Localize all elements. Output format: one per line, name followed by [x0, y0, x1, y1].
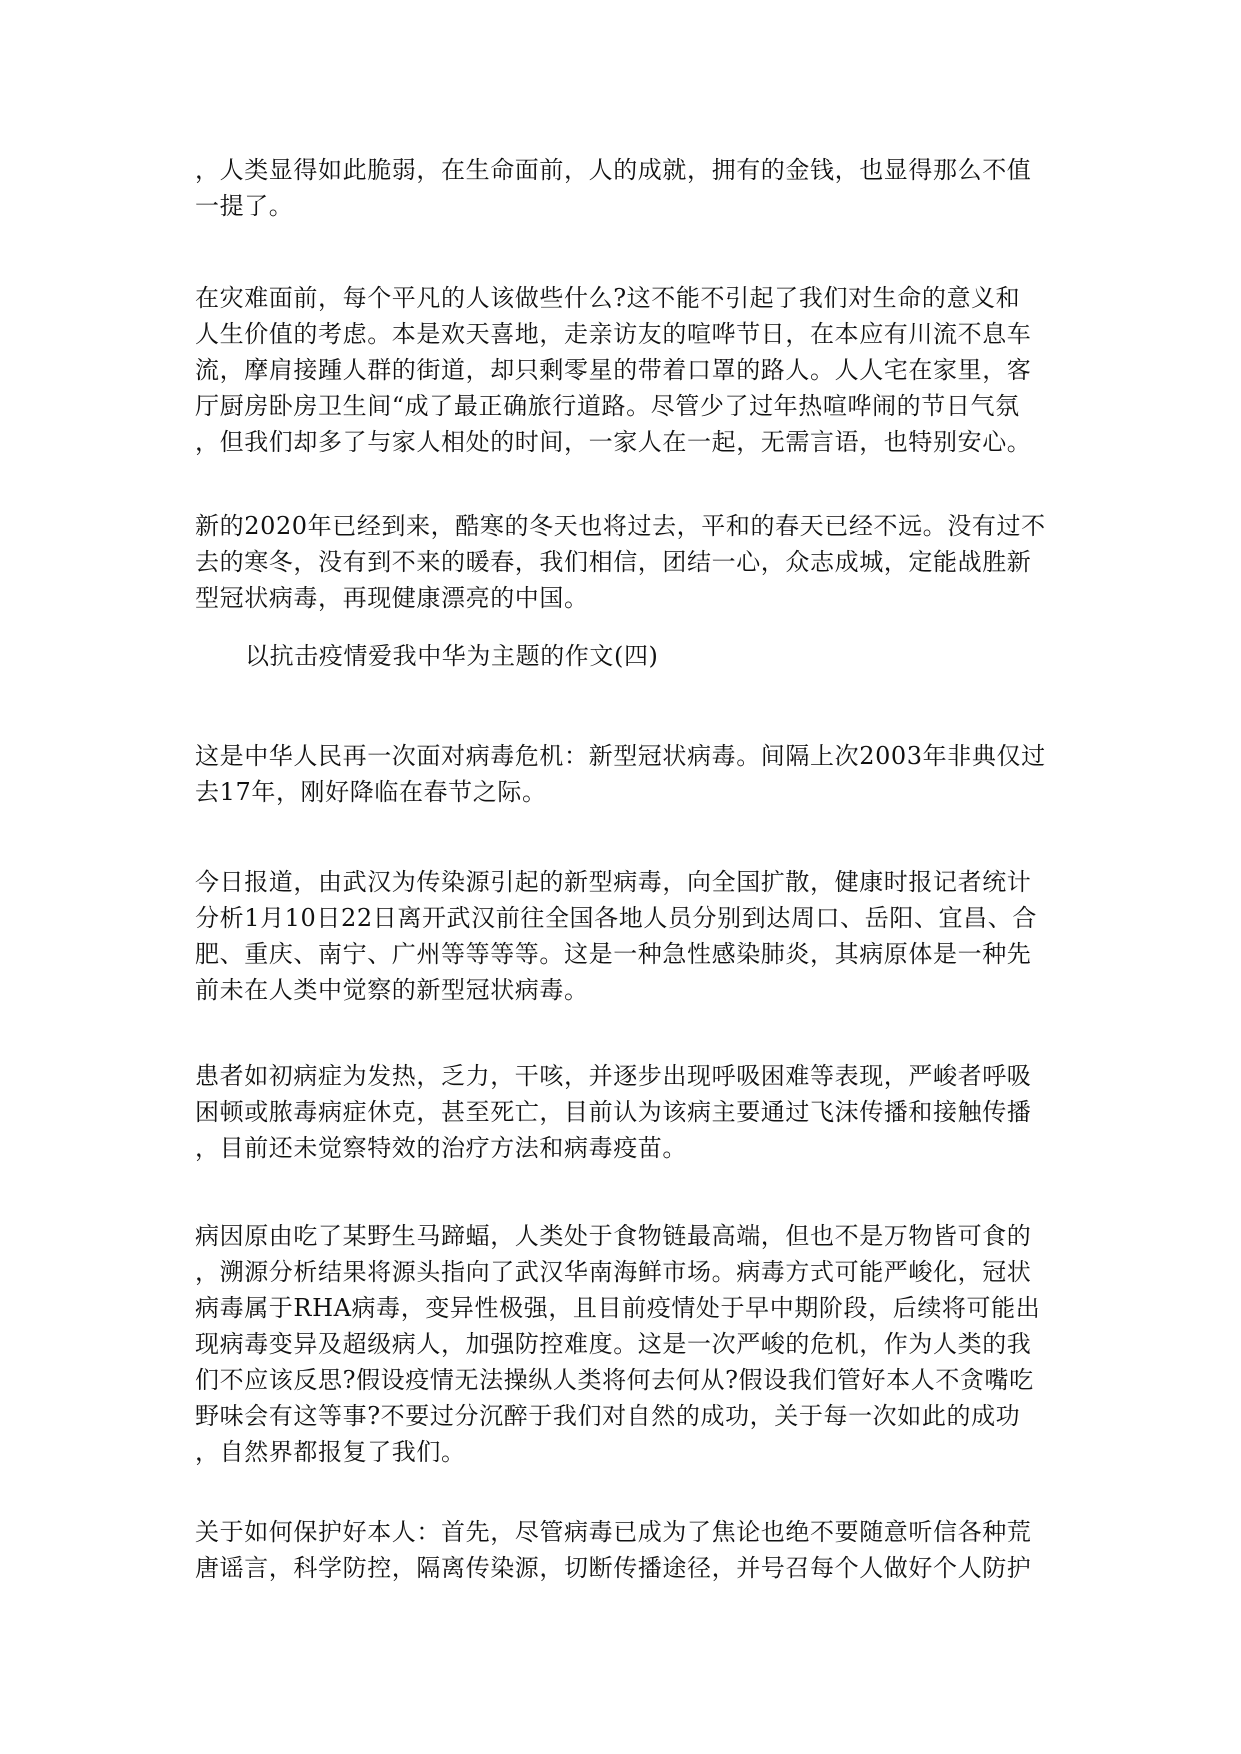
text-line: 去的寒冬，没有到不来的暖春，我们相信，团结一心，众志成城，定能战胜新: [195, 548, 1032, 576]
section-heading-text: 以抗击疫情爱我中华为主题的作文(四): [245, 642, 659, 670]
text-line: 唐谣言，科学防控，隔离传染源，切断传播途径，并号召每个人做好个人防护: [195, 1554, 1032, 1582]
text-line: 型冠状病毒，再现健康漂亮的中国。: [195, 584, 589, 612]
text-line: 新的2020年已经到来，酷寒的冬天也将过去，平和的春天已经不远。没有过不: [195, 512, 1046, 540]
text-line: 现病毒变异及超级病人，加强防控难度。这是一次严峻的危机，作为人类的我: [195, 1330, 1032, 1358]
text-line: 肥、重庆、南宁、广州等等等等。这是一种急性感染肺炎，其病原体是一种先: [195, 940, 1032, 968]
text-line: 分析1月10日22日离开武汉前往全国各地人员分别到达周口、岳阳、宜昌、合: [195, 904, 1037, 932]
text-line: 患者如初病症为发热，乏力，干咳，并逐步出现呼吸困难等表现，严峻者呼吸: [195, 1062, 1032, 1090]
text-line: 前未在人类中觉察的新型冠状病毒。: [195, 976, 589, 1004]
paragraph-5: [195, 864, 1055, 1008]
text-line: 在灾难面前，每个平凡的人该做些什么?这不能不引起了我们对生命的意义和: [195, 284, 1021, 312]
text-line: 今日报道，由武汉为传染源引起的新型病毒，向全国扩散，健康时报记者统计: [195, 868, 1032, 896]
paragraph-3: [195, 508, 1055, 616]
text-line: 厅厨房卧房卫生间“成了最正确旅行道路。尽管少了过年热喧哗闹的节日气氛: [195, 392, 1020, 420]
text-line: 野味会有这等事?不要过分沉醉于我们对自然的成功，关于每一次如此的成功: [195, 1402, 1021, 1430]
paragraph-4: [195, 738, 1055, 810]
paragraph-1: [195, 152, 1055, 224]
text-line: ，溯源分析结果将源头指向了武汉华南海鲜市场。病毒方式可能严峻化，冠状: [195, 1258, 1032, 1286]
text-line: 人生价值的考虑。本是欢天喜地，走亲访友的喧哗节日，在本应有川流不息车: [195, 320, 1032, 348]
text-line: 病因原由吃了某野生马蹄蝠，人类处于食物链最高端，但也不是万物皆可食的: [195, 1222, 1032, 1250]
paragraph-6: [195, 1058, 1055, 1166]
text-line: ，但我们却多了与家人相处的时间，一家人在一起，无需言语，也特别安心。: [195, 428, 1032, 456]
section-heading: [245, 638, 1045, 674]
text-line: 这是中华人民再一次面对病毒危机：新型冠状病毒。间隔上次2003年非典仅过: [195, 742, 1046, 770]
text-line: ，目前还未觉察特效的治疗方法和病毒疫苗。: [195, 1134, 687, 1162]
text-line: ，人类显得如此脆弱，在生命面前，人的成就，拥有的金钱，也显得那么不值: [195, 156, 1032, 184]
text-line: 病毒属于RHA病毒，变异性极强，且目前疫情处于早中期阶段，后续将可能出: [195, 1294, 1041, 1322]
paragraph-7: [195, 1218, 1055, 1470]
text-line: 们不应该反思?假设疫情无法操纵人类将何去何从?假设我们管好本人不贪嘴吃: [195, 1366, 1034, 1394]
text-line: 一提了。: [195, 192, 294, 220]
text-line: 流，摩肩接踵人群的街道，却只剩零星的带着口罩的路人。人人宅在家里，客: [195, 356, 1032, 384]
text-line: 去17年，刚好降临在春节之际。: [195, 778, 547, 806]
paragraph-8: [195, 1514, 1055, 1586]
text-line: ，自然界都报复了我们。: [195, 1438, 466, 1466]
text-line: 关于如何保护好本人：首先，尽管病毒已成为了焦论也绝不要随意听信各种荒: [195, 1518, 1032, 1546]
paragraph-2: [195, 280, 1055, 460]
text-line: 困顿或脓毒病症休克，甚至死亡，目前认为该病主要通过飞沫传播和接触传播: [195, 1098, 1032, 1126]
